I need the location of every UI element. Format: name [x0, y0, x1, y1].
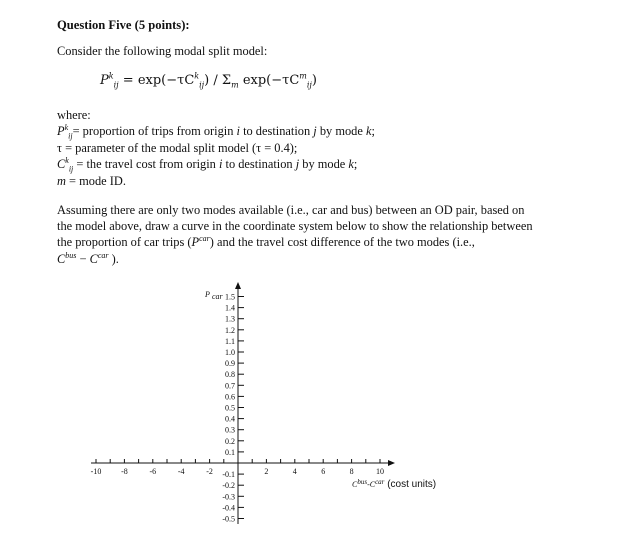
- paragraph-cbus-sym: C: [57, 252, 66, 266]
- def-c-sym: C: [57, 157, 66, 171]
- y-tick-label: 1.5: [225, 292, 235, 302]
- paragraph-line-1: Assuming there are only two modes available (i.e., car and bus) between an OD pair, based on: [57, 203, 525, 217]
- formula-lhs-sup: k: [108, 71, 114, 81]
- formula-lhs-sub: ij: [113, 80, 119, 90]
- def-m-text: = mode ID.: [65, 174, 126, 188]
- question-title: Question Five (5 points):: [57, 18, 190, 32]
- y-tick-label: 1.0: [225, 348, 235, 357]
- y-tick-label: 1.4: [225, 303, 235, 313]
- x-tick-label: -8: [121, 467, 128, 476]
- def-p-tail: ;: [371, 124, 375, 138]
- formula-term-sub: ij: [199, 80, 205, 90]
- formula-term2-sup: m: [299, 71, 307, 81]
- def-p-sub: ij: [68, 131, 73, 141]
- x-tick-label: 10: [376, 467, 384, 476]
- y-tick-label: -0.1: [222, 470, 235, 480]
- paragraph-cbus-sup: bus: [65, 250, 77, 260]
- paragraph-ccar-sym: C: [89, 252, 98, 266]
- formula-close: ): [311, 73, 317, 88]
- y-tick-label: -0.2: [222, 481, 235, 491]
- x-tick-label: 8: [349, 467, 354, 476]
- paragraph-pcar-sym: P: [191, 235, 200, 249]
- y-tick-label: -0.5: [222, 514, 235, 524]
- y-axis-arrow-icon: [235, 282, 241, 289]
- def-c-i: i: [218, 157, 223, 171]
- y-axis-label: P: [205, 290, 210, 299]
- y-tick-label: 1.2: [225, 325, 235, 335]
- def-c-tail: ;: [353, 157, 358, 171]
- y-tick-label: -0.3: [222, 492, 235, 502]
- formula-eq: = exp(−τC: [118, 73, 195, 88]
- formula-middle: ) / Σ: [204, 73, 232, 88]
- y-tick-label: 0.8: [225, 370, 235, 380]
- paragraph-line-3a: the proportion of car trips (: [57, 235, 192, 249]
- y-tick-label: 0.6: [225, 392, 235, 402]
- formula-term-sup: k: [194, 71, 200, 81]
- paragraph-ccar-sup: car: [97, 250, 109, 260]
- axis-labels: [91, 290, 436, 524]
- y-tick-label: 0.1: [225, 447, 235, 457]
- x-tick-label: 2: [264, 467, 269, 476]
- x-tick-label: -6: [149, 467, 157, 476]
- y-tick-label: 0.9: [225, 359, 235, 369]
- formula-sum-sub: m: [231, 80, 239, 90]
- x-tick-label: -10: [90, 467, 102, 476]
- def-c-k: k: [348, 157, 354, 171]
- x-axis-arrow-icon: [388, 460, 395, 466]
- x-tick-label: 4: [292, 467, 297, 476]
- formula-lhs: P: [100, 73, 109, 88]
- def-p-i: i: [236, 124, 240, 138]
- def-c-sub: ij: [68, 164, 74, 174]
- def-c-mid: to destination: [222, 157, 296, 171]
- y-tick-label: 0.7: [225, 381, 235, 391]
- def-c-end: by mode: [299, 157, 349, 171]
- x-tick-label: -2: [206, 467, 213, 476]
- paragraph-line-2: the model above, draw a curve in the coordinate system below to show the relationship between: [57, 219, 533, 233]
- def-p-sup: k: [64, 122, 69, 132]
- axes: [91, 282, 395, 524]
- formula-term2-sub: ij: [306, 80, 312, 90]
- def-p-j: j: [313, 124, 317, 138]
- def-c-text: = the travel cost from origin: [73, 157, 219, 171]
- def-c-sup: k: [65, 155, 69, 165]
- y-tick-label: -0.4: [222, 503, 235, 513]
- x-tick-label: 6: [321, 467, 326, 476]
- def-p-k: k: [365, 124, 372, 138]
- x-axis-label: Cbus-Ccar (cost units): [352, 478, 437, 490]
- x-tick-label: -4: [177, 467, 185, 476]
- def-c-j: j: [295, 157, 300, 171]
- paragraph-line-4-end: ).: [108, 252, 119, 266]
- def-p-end: by mode: [316, 124, 366, 138]
- paragraph-line-3b: ) and the travel cost difference of the two modes (i.e.,: [209, 235, 475, 249]
- paragraph-pcar-sup: car: [199, 233, 210, 243]
- intro-text: Consider the following modal split model:: [57, 44, 268, 58]
- y-tick-label: 1.1: [225, 336, 235, 346]
- where-label: where:: [57, 108, 91, 122]
- def-p-sym: P: [57, 124, 65, 138]
- def-m-sym: m: [57, 174, 66, 188]
- formula-exp2: exp(−τC: [238, 73, 300, 88]
- y-tick-label: 0.2: [225, 436, 235, 446]
- y-tick-label: 0.3: [225, 425, 235, 435]
- def-p-mid: to destination: [239, 124, 314, 138]
- paragraph-minus: −: [76, 252, 90, 266]
- y-axis-label-sub: car: [212, 292, 223, 301]
- def-p-text: = proportion of trips from origin: [72, 124, 237, 138]
- y-tick-label: 0.4: [225, 414, 235, 424]
- y-tick-label: 1.3: [225, 314, 235, 324]
- y-tick-label: 0.5: [225, 403, 235, 413]
- def-tau: τ = parameter of the modal split model (τ = 0.4);: [57, 141, 298, 155]
